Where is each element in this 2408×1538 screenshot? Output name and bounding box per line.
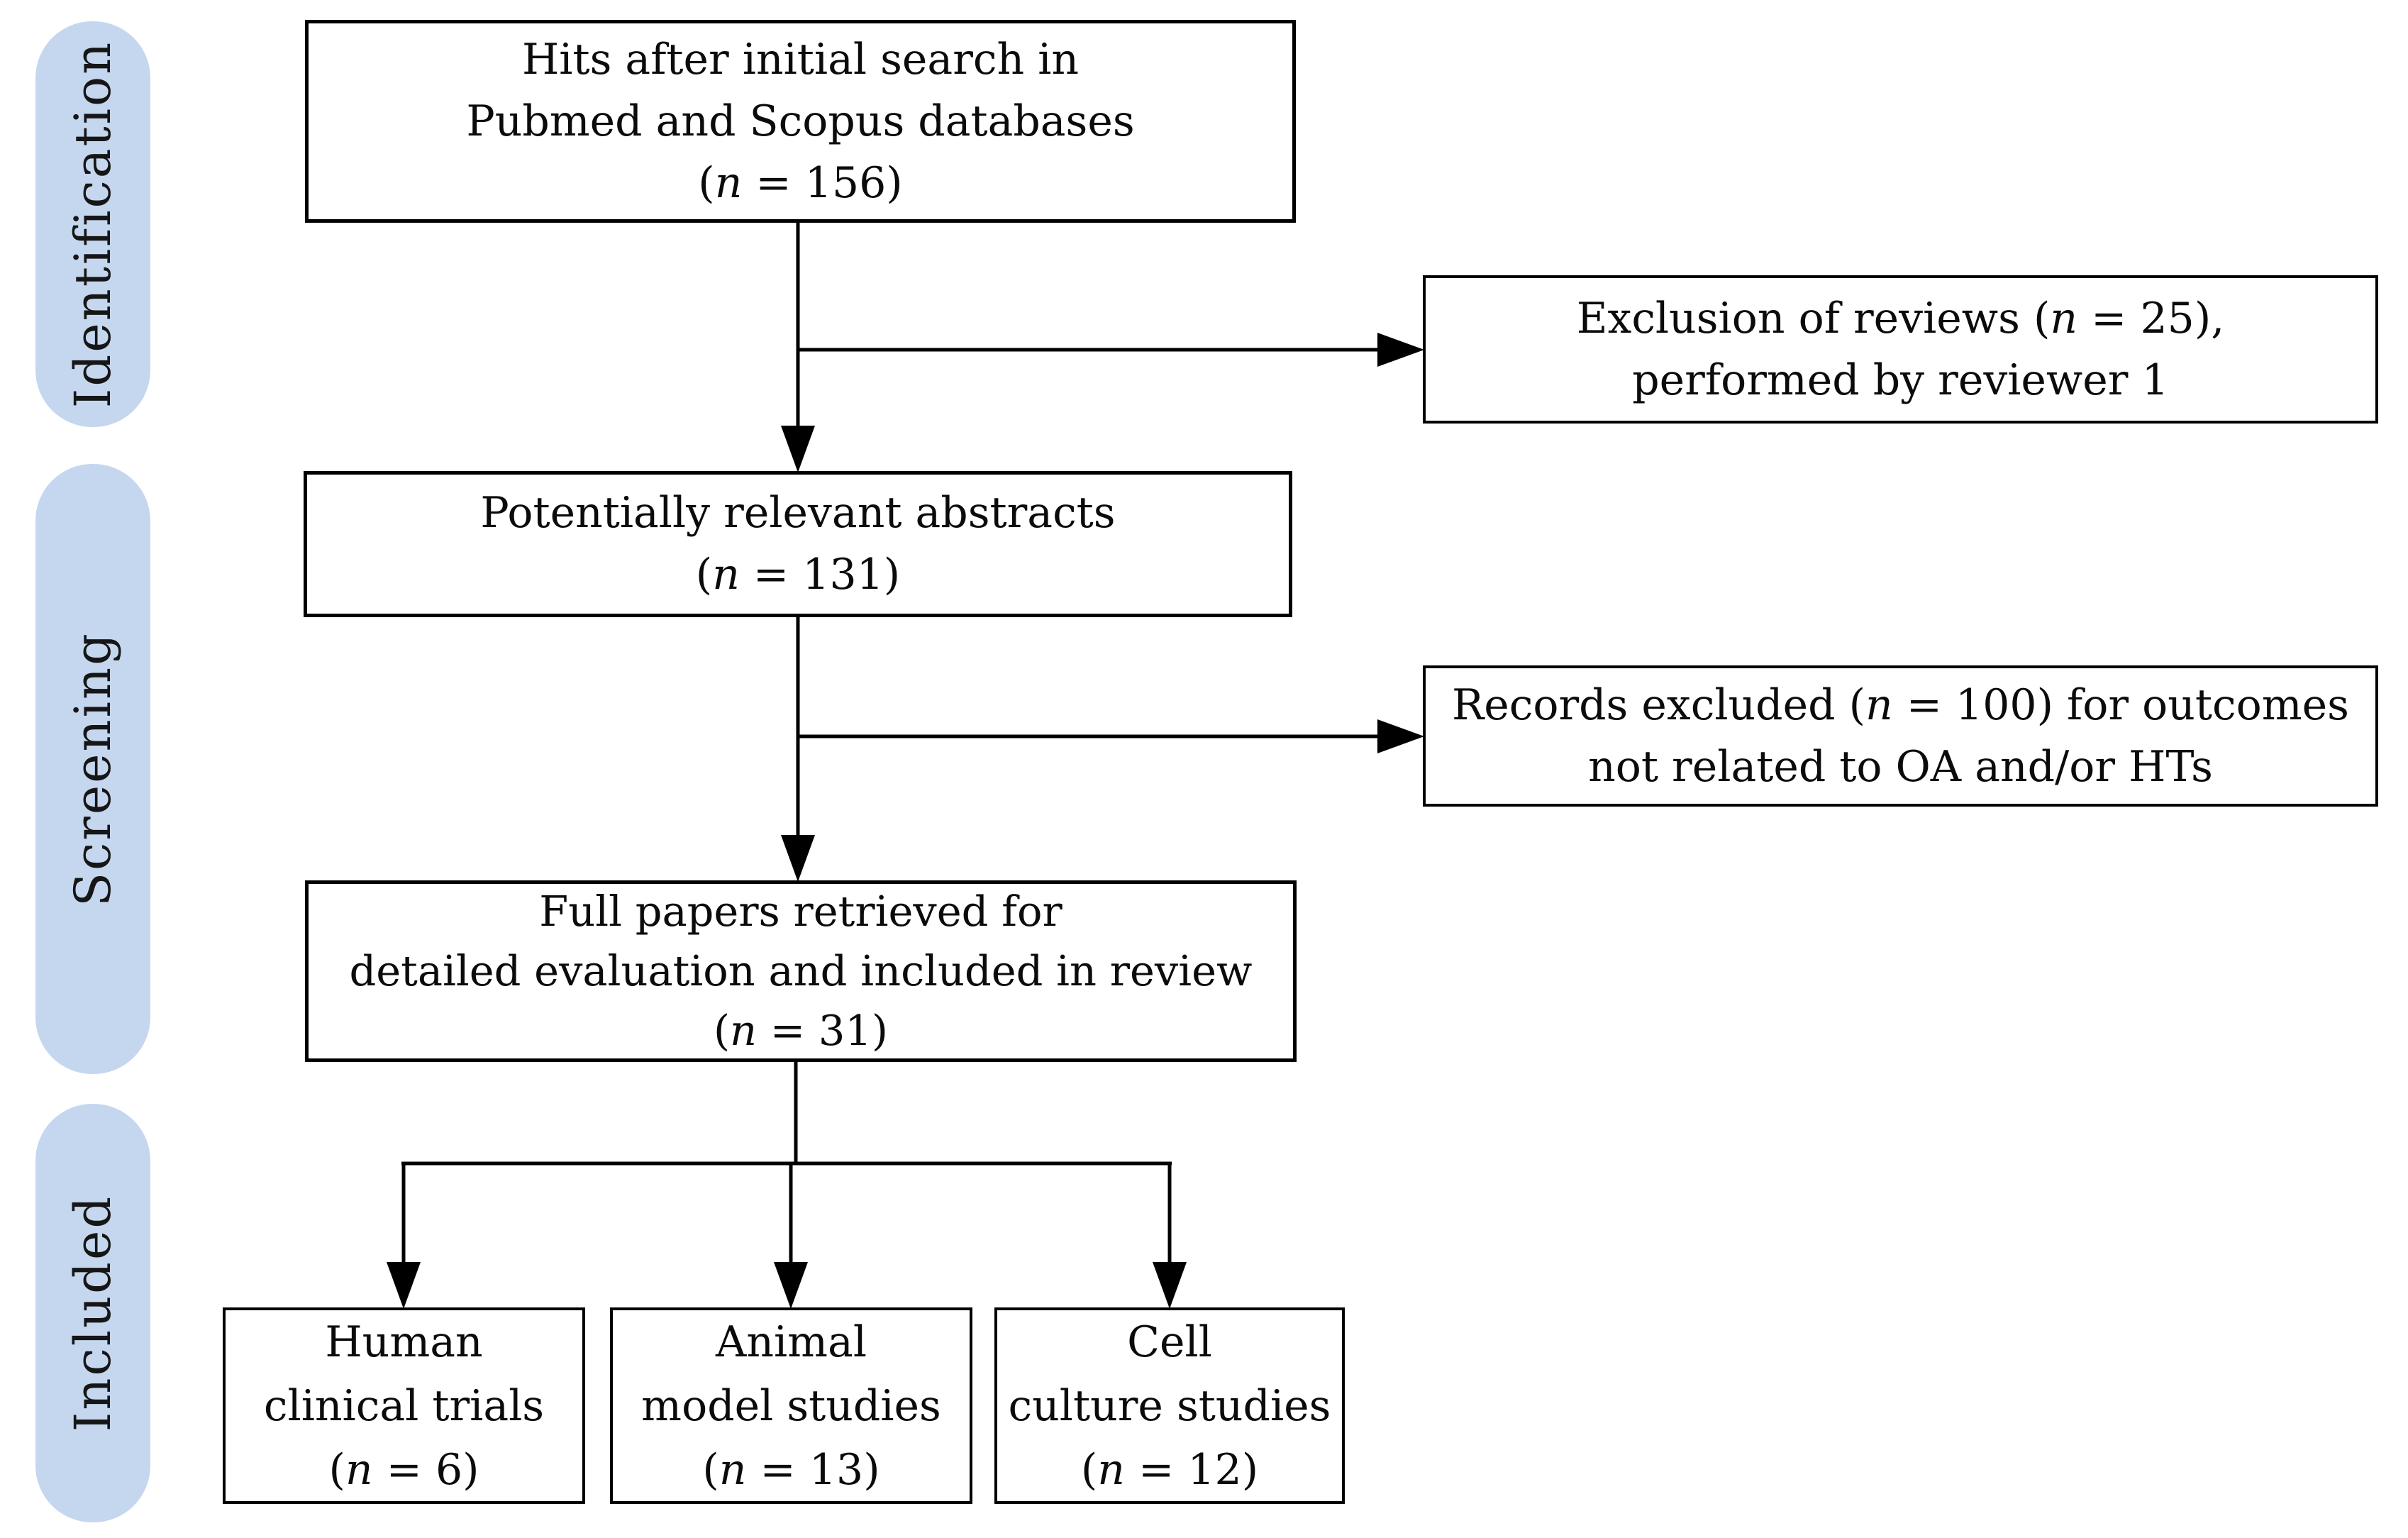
stage-pill-identification — [35, 21, 150, 427]
box-animal-model-studies — [610, 1307, 972, 1504]
box-text-line: Cell — [1127, 1317, 1212, 1367]
box-text-line: Animal — [715, 1317, 867, 1367]
stage-label-screening: Screening — [64, 631, 122, 907]
box-text-line: culture studies — [1008, 1381, 1331, 1431]
arrow-down-icon — [387, 1262, 421, 1309]
box-human-clinical-trials — [223, 1307, 585, 1504]
box-text-line: Full papers retrieved for — [539, 887, 1062, 936]
box-text-line: (n = 6) — [328, 1444, 479, 1495]
box-full-papers — [305, 880, 1297, 1062]
stage-label-included: Included — [64, 1194, 122, 1432]
box-text-line: Records excluded (n = 100) for outcomes — [1452, 680, 2349, 730]
stage-label-identification: Identification — [64, 40, 122, 409]
box-text-line: model studies — [641, 1381, 941, 1431]
box-initial-hits — [305, 20, 1296, 223]
arrow-down-icon — [774, 1262, 808, 1309]
box-text-line: Exclusion of reviews (n = 25), — [1576, 293, 2225, 343]
arrow-right-icon — [1377, 719, 1424, 753]
box-exclusion-reviews — [1423, 275, 2378, 424]
arrow-right-icon — [1377, 333, 1424, 367]
box-records-excluded — [1423, 665, 2378, 807]
box-text-line: (n = 156) — [698, 157, 903, 208]
arrow-down-icon — [781, 426, 815, 472]
box-cell-culture-studies — [994, 1307, 1345, 1504]
box-text-line: not related to OA and/or HTs — [1588, 741, 2213, 792]
box-relevant-abstracts — [304, 471, 1292, 617]
box-text-line: Potentially relevant abstracts — [480, 488, 1116, 538]
box-text-line: clinical trials — [263, 1381, 545, 1431]
box-text-line: detailed evaluation and included in review — [349, 946, 1253, 995]
box-text-line: (n = 12) — [1080, 1444, 1259, 1495]
box-text-line: Human — [325, 1317, 483, 1367]
box-text-line: (n = 31) — [713, 1006, 889, 1055]
box-text-line: (n = 131) — [695, 550, 901, 599]
box-text-line: (n = 13) — [702, 1444, 880, 1495]
stage-pill-screening — [35, 464, 150, 1074]
arrow-down-icon — [781, 835, 815, 882]
stage-pill-included — [35, 1104, 150, 1522]
box-text-line: Hits after initial search in — [521, 34, 1080, 84]
box-text-line: Pubmed and Scopus databases — [466, 96, 1135, 146]
arrow-down-icon — [1153, 1262, 1187, 1309]
box-text-line: performed by reviewer 1 — [1632, 355, 2169, 405]
